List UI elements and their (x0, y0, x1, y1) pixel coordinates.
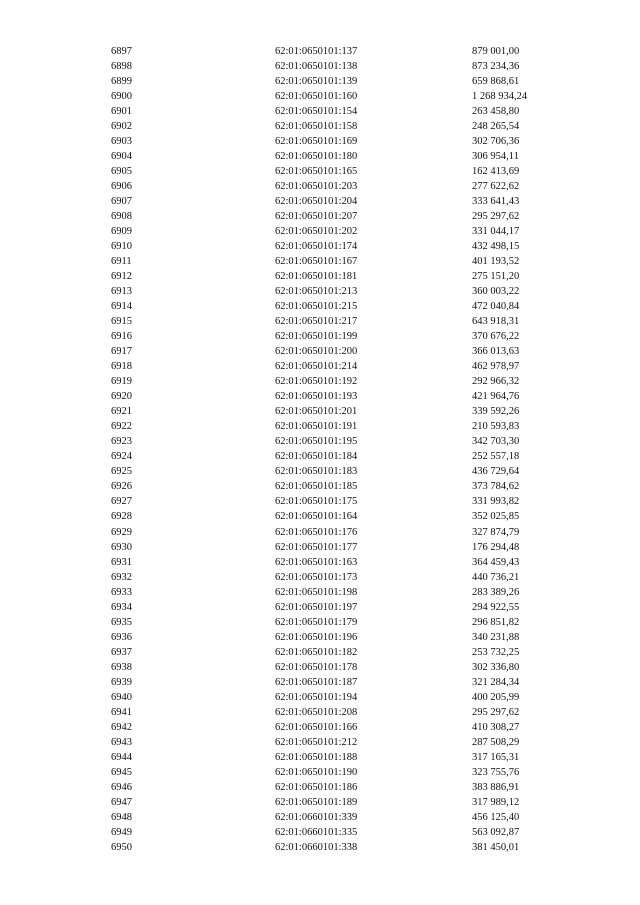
table-row (0, 630, 640, 645)
cadastral-value: 331 044,17 (472, 226, 520, 238)
cadastral-number: 62:01:0650101:139 (275, 76, 358, 88)
cadastral-value: 321 284,34 (472, 676, 520, 688)
row-number: 6916 (111, 331, 132, 343)
row-number: 6920 (111, 391, 132, 403)
table-row (0, 525, 640, 540)
row-number: 6947 (111, 796, 132, 808)
cadastral-number: 62:01:0650101:202 (275, 226, 358, 238)
row-number: 6899 (111, 76, 132, 88)
cadastral-value: 383 886,91 (472, 781, 520, 793)
row-number: 6937 (111, 646, 132, 658)
cadastral-value: 401 193,52 (472, 256, 520, 268)
row-number: 6922 (111, 421, 132, 433)
row-number: 6950 (111, 841, 132, 853)
cadastral-number: 62:01:0650101:192 (275, 376, 358, 388)
cadastral-value: 210 593,83 (472, 421, 520, 433)
cadastral-number: 62:01:0650101:213 (275, 286, 358, 298)
cadastral-value: 373 784,62 (472, 481, 520, 493)
row-number: 6935 (111, 616, 132, 628)
cadastral-value: 317 165,31 (472, 751, 520, 763)
cadastral-value: 643 918,31 (472, 316, 520, 328)
cadastral-number: 62:01:0650101:174 (275, 241, 358, 253)
row-number: 6936 (111, 631, 132, 643)
cadastral-number: 62:01:0650101:201 (275, 406, 358, 418)
cadastral-value: 296 851,82 (472, 616, 520, 628)
cadastral-value: 292 966,32 (472, 376, 520, 388)
row-number: 6925 (111, 466, 132, 478)
cadastral-value: 370 676,22 (472, 331, 520, 343)
cadastral-value: 317 989,12 (472, 796, 520, 808)
cadastral-number: 62:01:0650101:187 (275, 676, 358, 688)
table-row (0, 795, 640, 810)
cadastral-value: 252 557,18 (472, 451, 520, 463)
table-row (0, 600, 640, 615)
cadastral-value: 302 336,80 (472, 661, 520, 673)
cadastral-number: 62:01:0650101:173 (275, 571, 358, 583)
cadastral-number: 62:01:0650101:175 (275, 496, 358, 508)
cadastral-number: 62:01:0650101:197 (275, 601, 358, 613)
row-number: 6921 (111, 406, 132, 418)
row-number: 6927 (111, 496, 132, 508)
table-row (0, 585, 640, 600)
row-number: 6905 (111, 166, 132, 178)
row-number: 6941 (111, 706, 132, 718)
cadastral-number: 62:01:0650101:154 (275, 106, 358, 118)
table-row (0, 134, 640, 149)
table-row (0, 660, 640, 675)
cadastral-number: 62:01:0650101:193 (275, 391, 358, 403)
row-number: 6945 (111, 766, 132, 778)
cadastral-number: 62:01:0650101:215 (275, 301, 358, 313)
cadastral-number: 62:01:0650101:160 (275, 91, 358, 103)
table-row (0, 299, 640, 314)
cadastral-number: 62:01:0660101:338 (275, 841, 358, 853)
cadastral-number: 62:01:0650101:137 (275, 46, 358, 57)
cadastral-value: 294 922,55 (472, 601, 520, 613)
cadastral-value-table (0, 44, 640, 855)
cadastral-number: 62:01:0650101:163 (275, 556, 358, 568)
cadastral-number: 62:01:0650101:178 (275, 661, 358, 673)
row-number: 6949 (111, 826, 132, 838)
table-row (0, 359, 640, 374)
table-row (0, 164, 640, 179)
row-number: 6900 (111, 91, 132, 103)
cadastral-value: 275 151,20 (472, 271, 520, 283)
cadastral-value: 462 978,97 (472, 361, 520, 373)
cadastral-number: 62:01:0650101:179 (275, 616, 358, 628)
cadastral-value: 456 125,40 (472, 811, 520, 823)
cadastral-number: 62:01:0650101:169 (275, 136, 358, 148)
cadastral-number: 62:01:0650101:185 (275, 481, 358, 493)
cadastral-value: 1 268 934,24 (472, 91, 528, 103)
table-row (0, 269, 640, 284)
row-number: 6929 (111, 526, 132, 538)
cadastral-number: 62:01:0650101:207 (275, 211, 358, 223)
table-row (0, 810, 640, 825)
cadastral-number: 62:01:0650101:196 (275, 631, 358, 643)
table-row (0, 825, 640, 840)
row-number: 6933 (111, 586, 132, 598)
cadastral-value: 248 265,54 (472, 121, 520, 133)
row-number: 6930 (111, 541, 132, 553)
cadastral-value: 879 001,00 (472, 46, 520, 57)
row-number: 6924 (111, 451, 132, 463)
cadastral-value: 440 736,21 (472, 571, 520, 583)
cadastral-value: 176 294,48 (472, 541, 520, 553)
row-number: 6944 (111, 751, 132, 763)
table-row (0, 615, 640, 630)
cadastral-value: 331 993,82 (472, 496, 520, 508)
cadastral-number: 62:01:0650101:212 (275, 736, 358, 748)
cadastral-value: 295 297,62 (472, 706, 520, 718)
table-row (0, 374, 640, 389)
cadastral-number: 62:01:0650101:200 (275, 346, 358, 358)
table-row (0, 479, 640, 494)
cadastral-number: 62:01:0650101:217 (275, 316, 358, 328)
table-row (0, 44, 640, 59)
row-number: 6908 (111, 211, 132, 223)
table-row (0, 464, 640, 479)
row-number: 6934 (111, 601, 132, 613)
row-number: 6914 (111, 301, 132, 313)
cadastral-number: 62:01:0650101:194 (275, 691, 358, 703)
cadastral-value: 432 498,15 (472, 241, 520, 253)
cadastral-number: 62:01:0650101:186 (275, 781, 358, 793)
cadastral-number: 62:01:0650101:182 (275, 646, 358, 658)
cadastral-number: 62:01:0650101:214 (275, 361, 358, 373)
cadastral-value: 263 458,80 (472, 106, 520, 118)
row-number: 6906 (111, 181, 132, 193)
cadastral-value: 421 964,76 (472, 391, 520, 403)
row-number: 6943 (111, 736, 132, 748)
table-row (0, 735, 640, 750)
cadastral-value: 302 706,36 (472, 136, 520, 148)
table-row (0, 675, 640, 690)
row-number: 6902 (111, 121, 132, 133)
table-row (0, 179, 640, 194)
row-number: 6918 (111, 361, 132, 373)
cadastral-number: 62:01:0650101:138 (275, 61, 358, 73)
row-number: 6897 (111, 46, 132, 57)
table-row (0, 254, 640, 269)
row-number: 6942 (111, 721, 132, 733)
cadastral-number: 62:01:0650101:183 (275, 466, 358, 478)
cadastral-value: 283 389,26 (472, 586, 520, 598)
row-number: 6939 (111, 676, 132, 688)
table-row (0, 104, 640, 119)
cadastral-number: 62:01:0650101:203 (275, 181, 358, 193)
cadastral-value: 327 874,79 (472, 526, 520, 538)
cadastral-number: 62:01:0650101:180 (275, 151, 358, 163)
cadastral-number: 62:01:0650101:176 (275, 526, 358, 538)
cadastral-number: 62:01:0650101:189 (275, 796, 358, 808)
table-row (0, 59, 640, 74)
row-number: 6923 (111, 436, 132, 448)
table-row (0, 389, 640, 404)
cadastral-value: 333 641,43 (472, 196, 520, 208)
cadastral-number: 62:01:0650101:208 (275, 706, 358, 718)
cadastral-value: 287 508,29 (472, 736, 520, 748)
cadastral-value: 360 003,22 (472, 286, 520, 298)
table-row (0, 74, 640, 89)
table-row (0, 344, 640, 359)
cadastral-value: 253 732,25 (472, 646, 520, 658)
row-number: 6931 (111, 556, 132, 568)
cadastral-number: 62:01:0650101:204 (275, 196, 358, 208)
cadastral-number: 62:01:0650101:158 (275, 121, 358, 133)
row-number: 6932 (111, 571, 132, 583)
cadastral-value: 340 231,88 (472, 631, 520, 643)
cadastral-number: 62:01:0650101:188 (275, 751, 358, 763)
cadastral-value: 400 205,99 (472, 691, 520, 703)
row-number: 6912 (111, 271, 132, 283)
cadastral-number: 62:01:0660101:339 (275, 811, 358, 823)
row-number: 6928 (111, 511, 132, 523)
table-row (0, 840, 640, 855)
row-number: 6910 (111, 241, 132, 253)
row-number: 6909 (111, 226, 132, 238)
table-row (0, 224, 640, 239)
cadastral-value: 339 592,26 (472, 406, 520, 418)
table-row (0, 239, 640, 254)
row-number: 6904 (111, 151, 132, 163)
row-number: 6915 (111, 316, 132, 328)
table-row (0, 404, 640, 419)
cadastral-number: 62:01:0650101:191 (275, 421, 358, 433)
table-row (0, 434, 640, 449)
cadastral-value: 323 755,76 (472, 766, 520, 778)
table-row (0, 705, 640, 720)
cadastral-value: 659 868,61 (472, 76, 520, 88)
cadastral-number: 62:01:0650101:181 (275, 271, 358, 283)
table-row (0, 645, 640, 660)
row-number: 6907 (111, 196, 132, 208)
table-row (0, 419, 640, 434)
table-row (0, 555, 640, 570)
row-number: 6938 (111, 661, 132, 673)
cadastral-value: 873 234,36 (472, 61, 520, 73)
cadastral-number: 62:01:0650101:195 (275, 436, 358, 448)
table-row (0, 329, 640, 344)
row-number: 6926 (111, 481, 132, 493)
table-row (0, 780, 640, 795)
table-row (0, 540, 640, 555)
row-number: 6946 (111, 781, 132, 793)
cadastral-value: 352 025,85 (472, 511, 520, 523)
cadastral-value: 381 450,01 (472, 841, 520, 853)
table-row (0, 119, 640, 134)
table-row (0, 509, 640, 524)
cadastral-value: 306 954,11 (472, 151, 519, 163)
row-number: 6917 (111, 346, 132, 358)
row-number: 6901 (111, 106, 132, 118)
table-row (0, 765, 640, 780)
table-row (0, 314, 640, 329)
table-row (0, 194, 640, 209)
cadastral-value: 366 013,63 (472, 346, 520, 358)
cadastral-number: 62:01:0650101:190 (275, 766, 358, 778)
cadastral-value: 436 729,64 (472, 466, 520, 478)
cadastral-value: 410 308,27 (472, 721, 520, 733)
row-number: 6903 (111, 136, 132, 148)
table-row (0, 494, 640, 509)
table-row (0, 209, 640, 224)
row-number: 6898 (111, 61, 132, 73)
row-number: 6940 (111, 691, 132, 703)
row-number: 6913 (111, 286, 132, 298)
cadastral-value: 472 040,84 (472, 301, 520, 313)
table-row (0, 284, 640, 299)
cadastral-number: 62:01:0650101:199 (275, 331, 358, 343)
cadastral-number: 62:01:0660101:335 (275, 826, 358, 838)
cadastral-value: 364 459,43 (472, 556, 520, 568)
cadastral-number: 62:01:0650101:164 (275, 511, 358, 523)
cadastral-value: 162 413,69 (472, 166, 520, 178)
cadastral-number: 62:01:0650101:166 (275, 721, 358, 733)
table-row (0, 570, 640, 585)
cadastral-value: 342 703,30 (472, 436, 520, 448)
table-row (0, 690, 640, 705)
row-number: 6948 (111, 811, 132, 823)
cadastral-number: 62:01:0650101:167 (275, 256, 358, 268)
cadastral-value: 295 297,62 (472, 211, 520, 223)
cadastral-number: 62:01:0650101:165 (275, 166, 358, 178)
cadastral-number: 62:01:0650101:198 (275, 586, 358, 598)
table-row (0, 720, 640, 735)
row-number: 6919 (111, 376, 132, 388)
row-number: 6911 (111, 256, 132, 268)
table-row (0, 149, 640, 164)
table-row (0, 449, 640, 464)
cadastral-number: 62:01:0650101:184 (275, 451, 358, 463)
cadastral-number: 62:01:0650101:177 (275, 541, 358, 553)
cadastral-value: 563 092,87 (472, 826, 520, 838)
table-row (0, 750, 640, 765)
cadastral-value: 277 622,62 (472, 181, 520, 193)
table-row (0, 89, 640, 104)
